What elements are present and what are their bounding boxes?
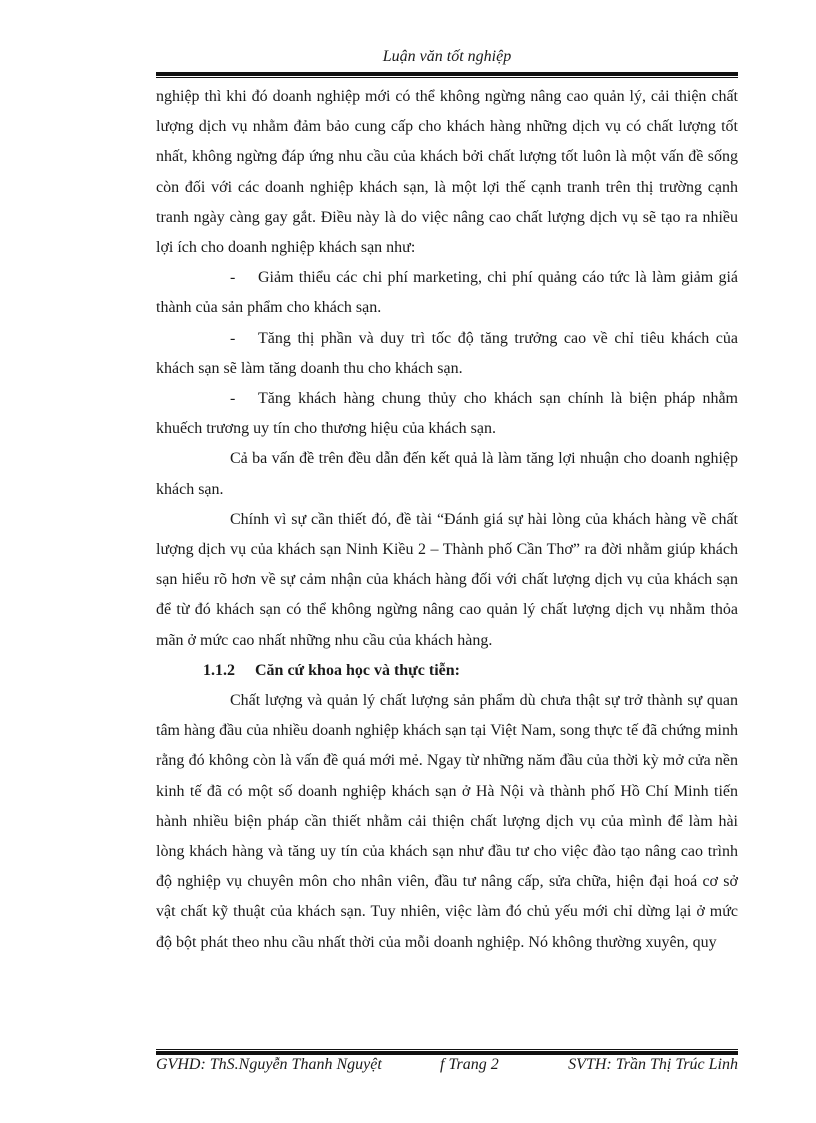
page-footer bbox=[156, 1056, 738, 1074]
bullet-dash: - bbox=[230, 269, 236, 287]
bullet-dash: - bbox=[230, 390, 236, 408]
bullet-item bbox=[156, 263, 738, 323]
paragraph-basis: Chất lượng và quản lý chất lượng sản phẩm dù chưa thật sự trở thành sự quan tâm hàng đầu của nhiều doanh nghiệp khách sạn tại Việt Nam, song thực tế đã chứng minh rằng đó không còn là vấn đề quá mới mẻ. Ngay từ những năm đầu của thời kỳ mở cửa nền kinh tế đã có một số doanh nghiệp khách sạn ở Hà Nội và thành phố Hồ Chí Minh tiến hành nhiều biện pháp cần thiết nhằm cải thiện chất lượng dịch vụ của mình để làm hài lòng khách hàng và tăng uy tín của khách sạn như đầu tư cho việc đào tạo nâng cao trình độ nghiệp vụ chuyên môn cho nhân viên, đầu tư nâng cấp, sửa chữa, hiện đại hoá cơ sở vật chất kỹ thuật của khách sạn. Tuy nhiên, việc làm đó chủ yếu mới chỉ dừng lại ở mức độ bột phát theo nhu cầu nhất thời của mỗi doanh nghiệp. Nó không thường xuyên, quy bbox=[156, 692, 738, 951]
section-heading bbox=[156, 656, 738, 686]
page-header-title: Luận văn tốt nghiệp bbox=[382, 48, 512, 65]
paragraph-topic: Chính vì sự cần thiết đó, đề tài “Đánh giá sự hài lòng của khách hàng về chất lượng dịch vụ của khách sạn Ninh Kiều 2 – Thành phố Cần Thơ” ra đời nhằm giúp khách sạn hiểu rõ hơn về sự cảm nhận của khách hàng đối với chất lượng dịch vụ của khách sạn để từ đó khách sạn có thể không ngừng nâng cao quản lý chất lượng dịch vụ nhằm thỏa mãn ở mức cao nhất những nhu cầu của khách hàng. bbox=[156, 510, 738, 649]
paragraph-summary: Cả ba vấn đề trên đều dẫn đến kết quả là làm tăng lợi nhuận cho doanh nghiệp khách sạn. bbox=[156, 450, 738, 498]
section-title: Căn cứ khoa học và thực tiễn: bbox=[255, 661, 460, 679]
footer-page-number: f Trang 2 bbox=[440, 1056, 499, 1073]
section-number: 1.1.2 bbox=[203, 661, 235, 679]
footer-student: SVTH: Trần Thị Trúc Linh bbox=[568, 1056, 738, 1073]
bullet-text: Tăng khách hàng chung thủy cho khách sạn chính là biện pháp nhằm khuếch trương uy tín cho thương hiệu của khách sạn. bbox=[156, 390, 738, 438]
bullet-dash: - bbox=[230, 329, 236, 347]
footer-advisor: GVHD: ThS.Nguyễn Thanh Nguyệt bbox=[156, 1056, 382, 1073]
paragraph-intro: nghiệp thì khi đó doanh nghiệp mới có thể không ngừng nâng cao quản lý, cải thiện chất lượng dịch vụ nhằm đảm bảo cung cấp cho khách hàng những dịch vụ có chất lượng tốt nhất, không ngừng đáp ứng nhu cầu của khách bởi chất lượng tốt luôn là một vấn đề sống còn đối với các doanh nghiệp khách sạn, là một lợi thế cạnh tranh trên thị trường cạnh tranh ngày càng gay gắt. Điều này là do việc nâng cao chất lượng dịch vụ sẽ tạo ra nhiều lợi ích cho doanh nghiệp khách sạn như: bbox=[156, 88, 738, 257]
document-body bbox=[156, 82, 738, 958]
bullet-item bbox=[156, 324, 738, 384]
header-double-rule bbox=[156, 72, 738, 78]
bullet-text: Giảm thiểu các chi phí marketing, chi phí quảng cáo tức là làm giảm giá thành của sản phẩm cho khách sạn. bbox=[156, 269, 738, 317]
footer-double-rule bbox=[156, 1049, 738, 1055]
bullet-text: Tăng thị phần và duy trì tốc độ tăng trưởng cao về chỉ tiêu khách của khách sạn sẽ làm tăng doanh thu cho khách sạn. bbox=[156, 329, 738, 377]
bullet-item bbox=[156, 384, 738, 444]
